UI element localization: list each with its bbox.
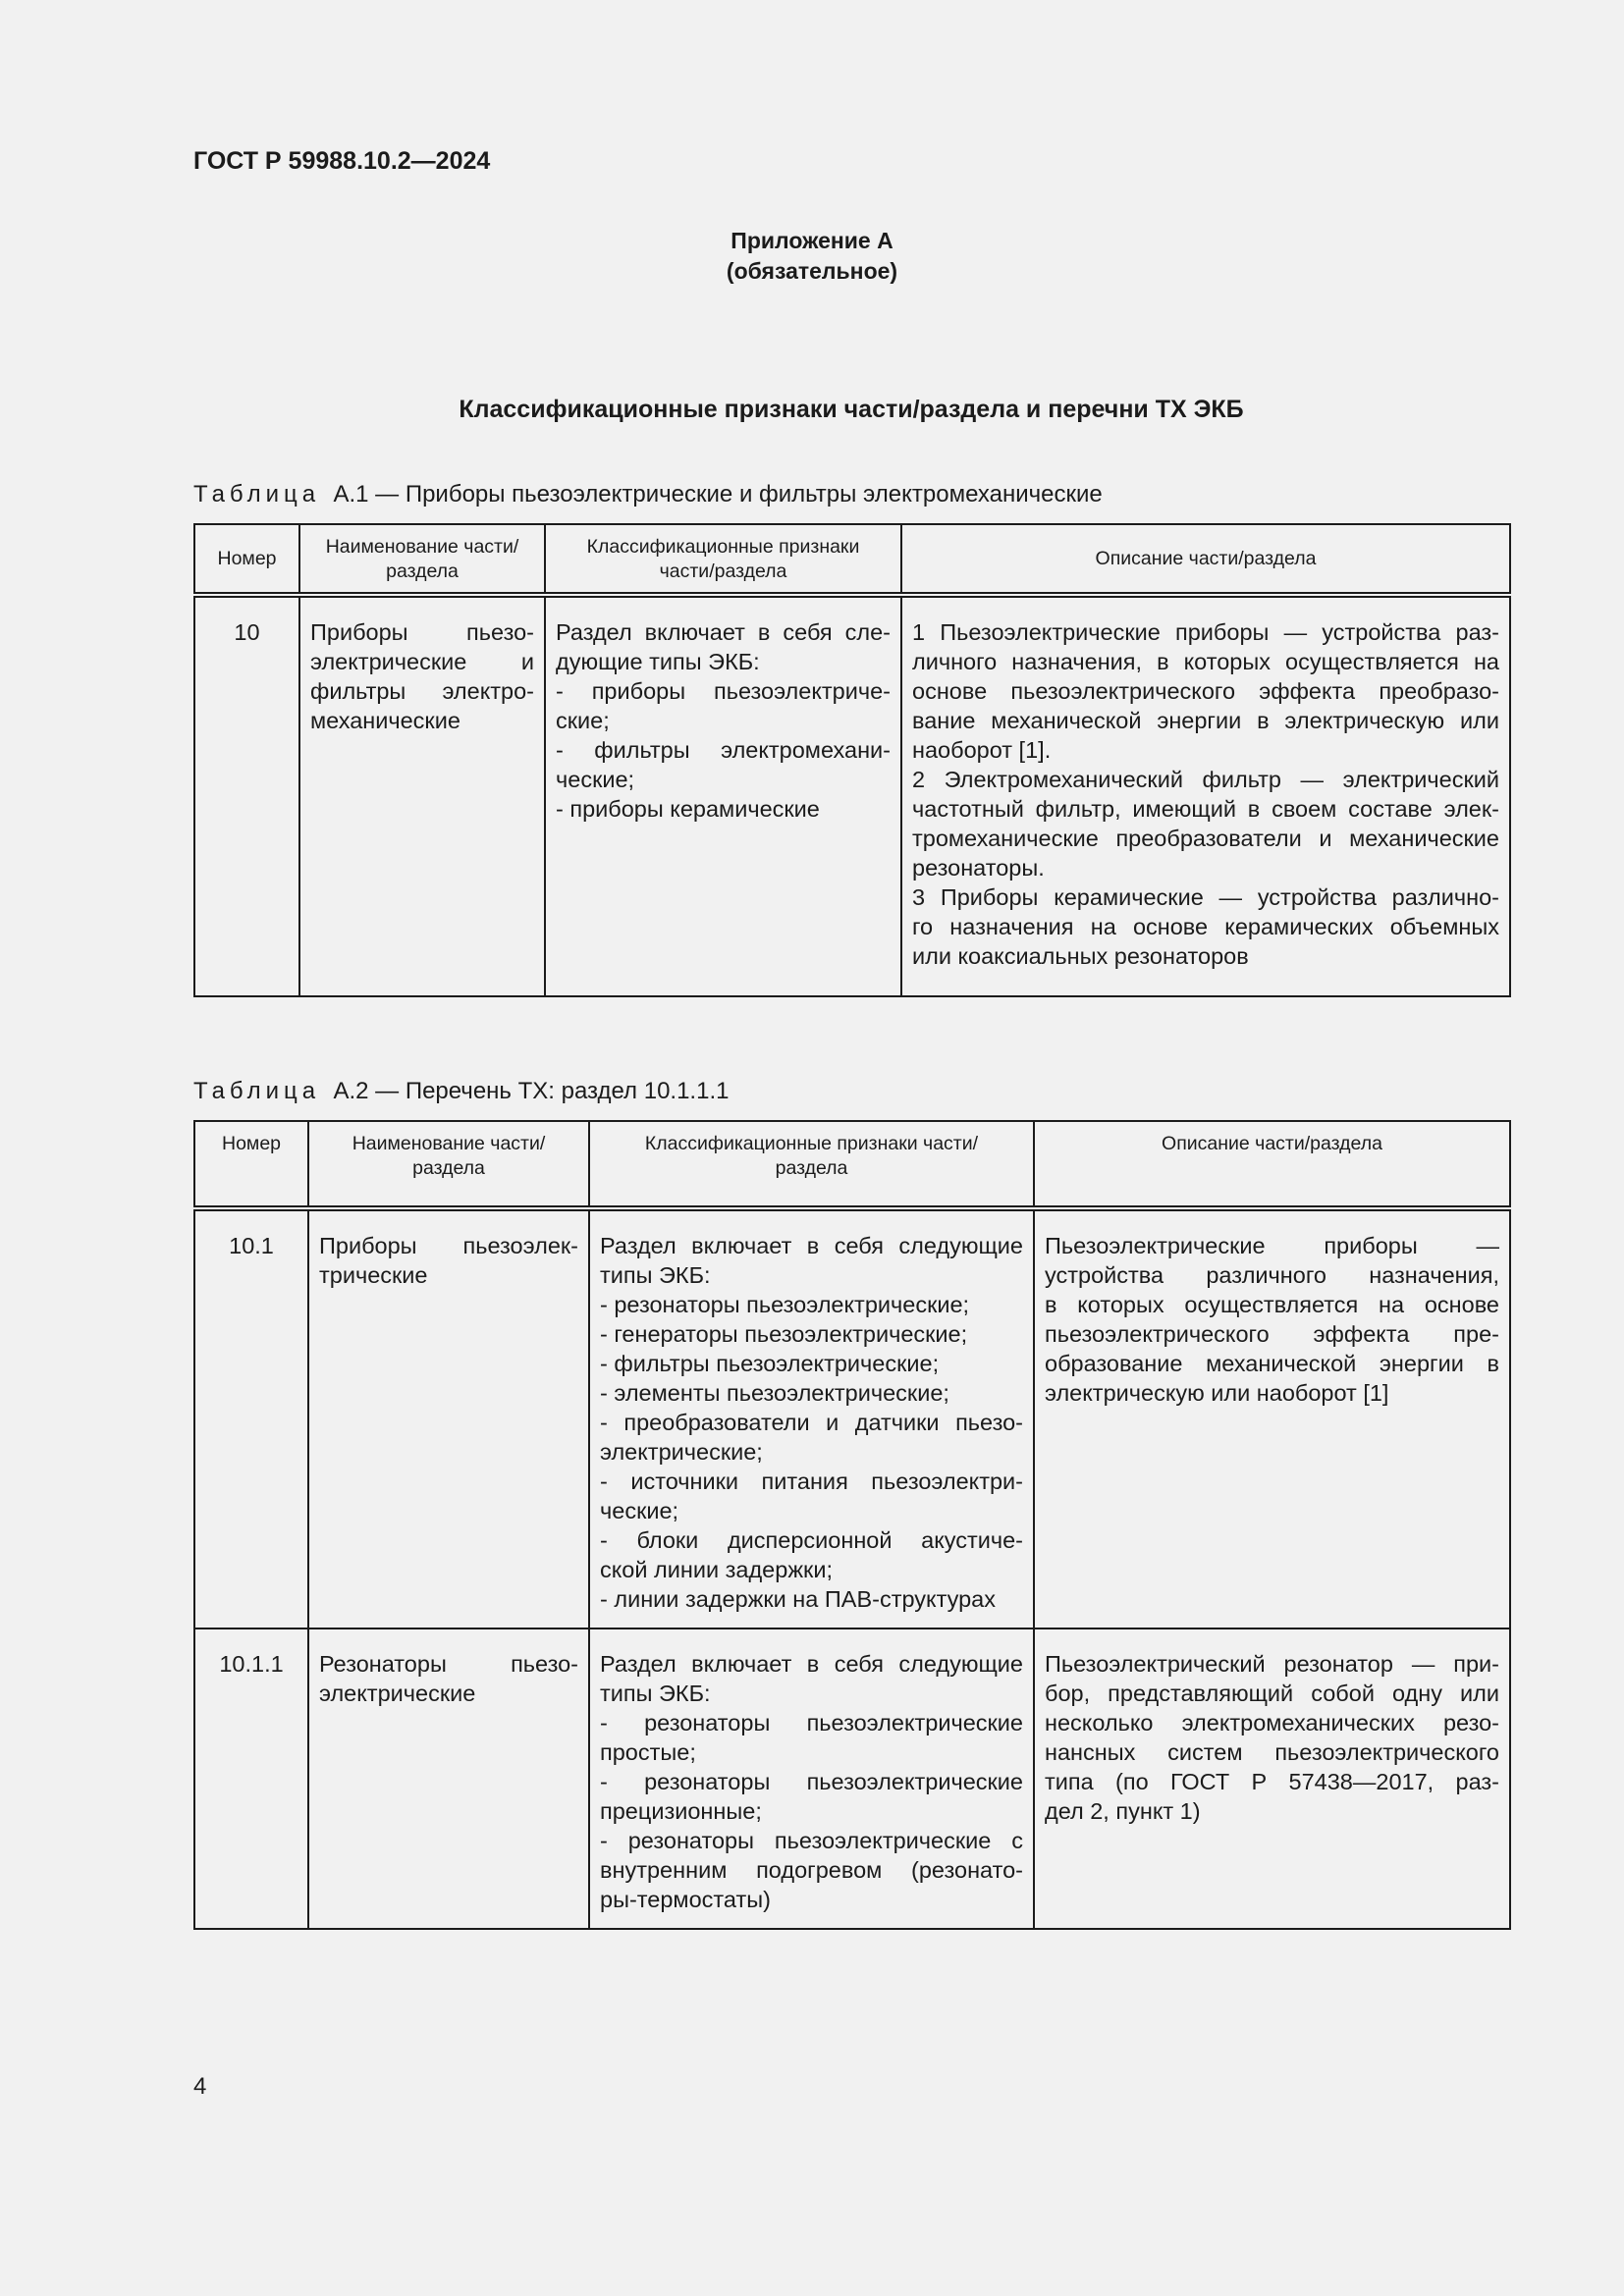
cell-line: трические — [319, 1262, 428, 1288]
table-row — [194, 595, 1510, 996]
annex-heading — [0, 226, 1624, 287]
page-number: 4 — [193, 2073, 207, 2100]
table2-caption-text: А.2 — Перечень ТХ: раздел 10.1.1.1 — [333, 1078, 730, 1104]
cell-line: ской линии задержки; — [600, 1557, 833, 1582]
cell-line: нансных систем пьезоэлектрического — [1045, 1739, 1499, 1765]
table2-caption-label: Таблица — [193, 1078, 321, 1104]
cell-line: в которых осуществляется на основе — [1045, 1292, 1499, 1317]
header-line: Классификационные признаки части/ — [644, 1133, 979, 1154]
cell-line: - фильтры электромехани- — [556, 737, 891, 763]
cell-line: 3 Приборы керамические — устройства различно- — [912, 884, 1499, 910]
cell-line: типы ЭКБ: — [600, 1681, 711, 1706]
cell-line: механические — [310, 708, 460, 733]
row-desc — [1034, 1208, 1510, 1629]
annex-title: Приложение А — [731, 228, 893, 253]
cell-line: вание механической энергии в электрическую или — [912, 708, 1499, 733]
table2-header-desc: Описание части/раздела — [1034, 1121, 1510, 1208]
header-line: Наименование части/ — [325, 536, 519, 558]
row-class — [545, 595, 901, 996]
cell-line: Пьезоэлектрические приборы — — [1045, 1233, 1499, 1258]
cell-line: 1 Пьезоэлектрические приборы — устройства раз- — [912, 619, 1499, 645]
cell-line: дующие типы ЭКБ: — [556, 649, 760, 674]
cell-line: основе пьезоэлектрического эффекта преобразо- — [912, 678, 1499, 704]
table-row — [194, 1629, 1510, 1929]
header-line: Наименование части/ — [352, 1133, 546, 1154]
cell-line: Приборы пьезоэлек- — [319, 1233, 578, 1258]
cell-line: - преобразователи и датчики пьезо- — [600, 1410, 1023, 1435]
header-line: части/раздела — [659, 561, 787, 582]
cell-line: - элементы пьезоэлектрические; — [600, 1380, 949, 1406]
cell-line: ские; — [556, 708, 610, 733]
cell-line: 2 Электромеханический фильтр — электрический — [912, 767, 1499, 792]
cell-line: ческие; — [600, 1498, 679, 1523]
cell-line: - линии задержки на ПАВ-структурах — [600, 1586, 996, 1612]
cell-line: Раздел включает в себя следующие — [600, 1233, 1023, 1258]
cell-line: Раздел включает в себя сле- — [556, 619, 891, 645]
row-desc — [1034, 1629, 1510, 1929]
cell-line: тромеханические преобразователи и механические — [912, 826, 1499, 851]
table1-caption — [193, 481, 1103, 508]
cell-line: или коаксиальных резонаторов — [912, 943, 1249, 969]
header-line: раздела — [775, 1157, 848, 1179]
table1-caption-label: Таблица — [193, 481, 321, 507]
cell-line: Резонаторы пьезо- — [319, 1651, 578, 1677]
row-name — [308, 1208, 589, 1629]
table2-header-number: Номер — [194, 1121, 308, 1208]
cell-line: несколько электромеханических резо- — [1045, 1710, 1499, 1735]
row-class — [589, 1208, 1034, 1629]
row-number: 10.1.1 — [194, 1629, 308, 1929]
table2-header-name — [308, 1121, 589, 1208]
cell-line: личного назначения, в которых осуществляется на — [912, 649, 1499, 674]
row-number: 10 — [194, 595, 299, 996]
table1-header-class — [545, 524, 901, 595]
table1-header-number: Номер — [194, 524, 299, 595]
cell-line: частотный фильтр, имеющий в своем составе элек- — [912, 796, 1499, 822]
cell-line: фильтры электро- — [310, 678, 534, 704]
cell-line: электрические; — [600, 1439, 763, 1465]
cell-line: - резонаторы пьезоэлектрические; — [600, 1292, 970, 1317]
document-code: ГОСТ Р 59988.10.2—2024 — [193, 147, 491, 175]
table2-header-row — [194, 1121, 1510, 1208]
cell-line: резонаторы. — [912, 855, 1045, 881]
cell-line: - источники питания пьезоэлектри- — [600, 1468, 1023, 1494]
table1 — [193, 523, 1511, 997]
table1-header-row — [194, 524, 1510, 595]
cell-line: Приборы пьезо- — [310, 619, 534, 645]
cell-line: Пьезоэлектрический резонатор — при- — [1045, 1651, 1499, 1677]
row-name — [308, 1629, 589, 1929]
cell-line: - блоки дисперсионной акустиче- — [600, 1527, 1023, 1553]
cell-line: типа (по ГОСТ Р 57438—2017, раз- — [1045, 1769, 1499, 1794]
cell-line: - приборы пьезоэлектриче- — [556, 678, 891, 704]
table1-header-name — [299, 524, 545, 595]
section-title: Классификационные признаки части/раздела и перечни ТХ ЭКБ — [459, 396, 1244, 423]
cell-line: простые; — [600, 1739, 696, 1765]
row-class — [589, 1629, 1034, 1929]
annex-status: (обязательное) — [726, 258, 898, 284]
header-line: раздела — [412, 1157, 485, 1179]
cell-line: - генераторы пьезоэлектрические; — [600, 1321, 968, 1347]
table2 — [193, 1120, 1511, 1930]
row-number: 10.1 — [194, 1208, 308, 1629]
row-name — [299, 595, 545, 996]
cell-line: образование механической энергии в — [1045, 1351, 1499, 1376]
cell-line: - фильтры пьезоэлектрические; — [600, 1351, 940, 1376]
cell-line: - резонаторы пьезоэлектрические — [600, 1710, 1023, 1735]
cell-line: ры-термостаты) — [600, 1887, 771, 1912]
cell-line: пьезоэлектрического эффекта пре- — [1045, 1321, 1499, 1347]
cell-line: - резонаторы пьезоэлектрические с — [600, 1828, 1023, 1853]
cell-line: го назначения на основе керамических объемных — [912, 914, 1499, 939]
cell-line: типы ЭКБ: — [600, 1262, 711, 1288]
cell-line: дел 2, пункт 1) — [1045, 1798, 1201, 1824]
table-row — [194, 1208, 1510, 1629]
header-line: раздела — [386, 561, 459, 582]
cell-line: прецизионные; — [600, 1798, 762, 1824]
header-line: Классификационные признаки — [586, 536, 860, 558]
cell-line: Раздел включает в себя следующие — [600, 1651, 1023, 1677]
cell-line: ческие; — [556, 767, 635, 792]
cell-line: внутренним подогревом (резонато- — [600, 1857, 1023, 1883]
table1-caption-text: А.1 — Приборы пьезоэлектрические и фильтры электромеханические — [333, 481, 1103, 507]
cell-line: - приборы керамические — [556, 796, 820, 822]
cell-line: бор, представляющий собой одну или — [1045, 1681, 1499, 1706]
cell-line: устройства различного назначения, — [1045, 1262, 1499, 1288]
cell-line: электрические — [319, 1681, 476, 1706]
cell-line: наоборот [1]. — [912, 737, 1052, 763]
row-desc — [901, 595, 1510, 996]
table2-header-class — [589, 1121, 1034, 1208]
cell-line: электрическую или наоборот [1] — [1045, 1380, 1389, 1406]
cell-line: - резонаторы пьезоэлектрические — [600, 1769, 1023, 1794]
table1-header-desc: Описание части/раздела — [901, 524, 1510, 595]
cell-line: электрические и — [310, 649, 534, 674]
table2-caption — [193, 1078, 729, 1105]
